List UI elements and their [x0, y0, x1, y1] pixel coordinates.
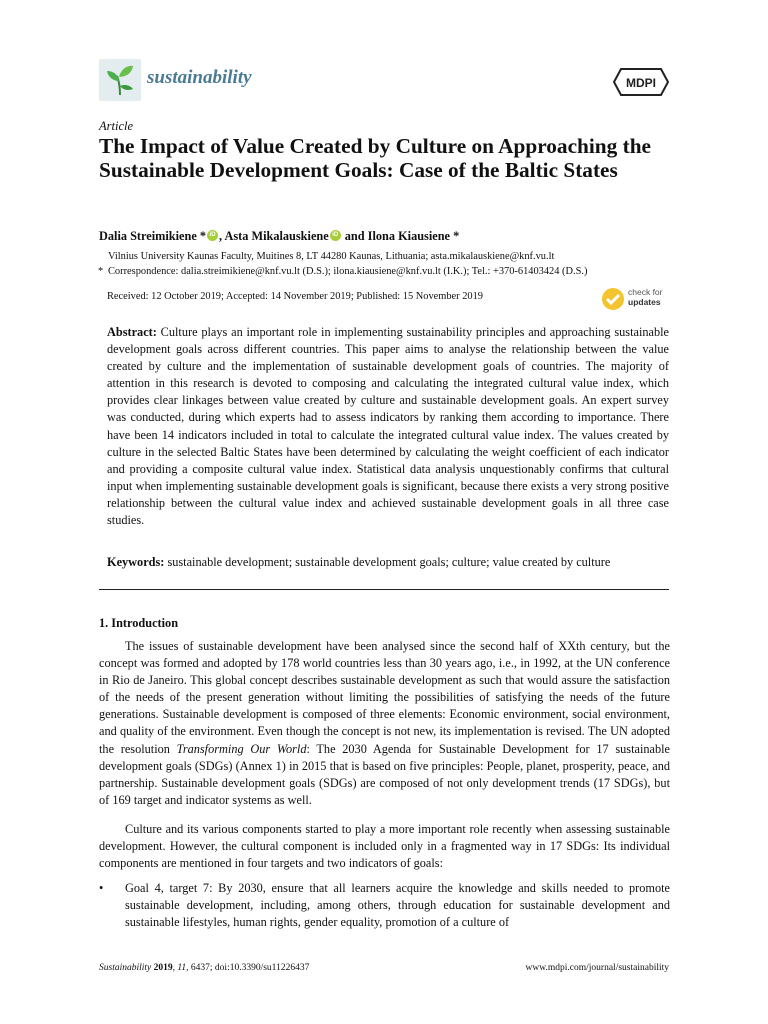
affiliation: Vilnius University Kaunas Faculty, Muitines 8, LT 44280 Kaunas, Lithuania; asta.mikalauskiene@knf.vu.lt — [108, 251, 555, 262]
keywords-label: Keywords: — [107, 555, 165, 569]
author-list — [99, 229, 659, 244]
orcid-icon[interactable] — [330, 230, 341, 241]
sustainability-logo — [99, 59, 141, 101]
bullet-mark: • — [99, 881, 104, 895]
abstract-label: Abstract: — [107, 325, 157, 339]
section-heading: 1. Introduction — [99, 616, 179, 630]
correspondence-mark: * — [98, 266, 104, 277]
check-updates-text: check for updates — [628, 287, 663, 307]
journal-url[interactable]: www.mdpi.com/journal/sustainability — [525, 963, 669, 973]
intro-paragraph-1: The issues of sustainable development have been analysed since the second half of XXth century, but the concept was formed and adopted by 178 world countries less than 30 years ago, i.e., in 1992, at the UN conference in Rio de Janeiro. This global concept describes sustainable development as such that would assure the satisfaction of the needs of the present generation without limiting the possibilities of satisfying the needs of the future generations. Sustainable development is composed of three elements: Economic environment, social environment, and quality of the environment. Even though the concept is not new, its implementation is revised. The UN adopted the resolution Transforming Our World: The 2030 Agenda for Sustainable Development for 17 sustainable development goals (SDGs) (Annex 1) in 2015 that is based on five principles: People, planet, prosperity, peace, and partnership. Sustainable development goals (SDGs) are composed of not only development trends (17 SDGs), but of 169 target and indicator systems as well. — [99, 639, 670, 807]
mdpi-logo — [613, 67, 669, 97]
author-name: Dalia Streimikiene * — [99, 229, 207, 243]
journal-header — [99, 59, 669, 103]
author-name: , Asta Mikalauskiene — [219, 229, 329, 243]
keywords-text: sustainable development; sustainable development goals; culture; value created by culture — [164, 555, 611, 569]
mdpi-logo-text: MDPI — [626, 76, 656, 90]
correspondence-text: Correspondence: dalia.streimikiene@knf.vu.lt (D.S.); ilona.kiausiene@knf.vu.lt (I.K.); Tel.: +370-61403424 (D.S.) — [108, 266, 588, 277]
plant-icon — [99, 59, 141, 101]
keywords — [107, 555, 669, 570]
divider — [99, 589, 669, 590]
citation-footer: Sustainability 2019, 11, 6437; doi:10.3390/su11226437 — [99, 963, 310, 973]
abstract — [107, 324, 669, 529]
journal-name: sustainability — [147, 67, 252, 88]
article-title: The Impact of Value Created by Culture on Approaching the Sustainable Development Goals: Case of the Baltic States — [99, 134, 652, 183]
author-name: and Ilona Kiausiene * — [341, 229, 460, 243]
bullet-text: Goal 4, target 7: By 2030, ensure that all learners acquire the knowledge and skills needed to promote sustainable development, including, among others, through education for sustainable development and sustainable lifestyles, human rights, gender equality, promotion of a culture of — [125, 881, 670, 930]
orcid-icon[interactable] — [207, 230, 218, 241]
abstract-text: Culture plays an important role in implementing sustainability principles and approaching sustainable development goals across different countries. This paper aims to analyse the relationship between the value created by culture and the implementation of sustainable development goals of countries. The majority of attention in this research is devoted to composing and calculating the integrated cultural value index, which provides clear linkages between value created by culture and sustainable development goals. An expert survey was conducted, during which experts had to assess indicators by ranking them according to importance. There have been 14 indicators included in total to calculate the integrated cultural value index. The values created by culture in the selected Baltic States have been determined by calculating the weight coefficient of each indicator and providing a composite cultural value index. Statistical data analysis unquestionably confirms that cultural input when implementing sustainable development goals is significant, because there exists a very strong positive relationship between the cultural value index and achieved sustainable development goals in all three case studies. — [107, 325, 669, 528]
article-type: Article — [99, 119, 134, 133]
check-updates-icon — [600, 286, 626, 312]
correspondence — [98, 266, 688, 277]
check-for-updates-badge[interactable] — [600, 286, 670, 312]
publication-dates: Received: 12 October 2019; Accepted: 14 November 2019; Published: 15 November 2019 — [107, 291, 484, 302]
intro-paragraph-2: Culture and its various components started to play a more important role recently when assessing sustainable development. However, the cultural component is included only in a fragmented way in 17 SDGs: Its individual components are mentioned in four targets and two indicators of goals: — [99, 822, 670, 871]
